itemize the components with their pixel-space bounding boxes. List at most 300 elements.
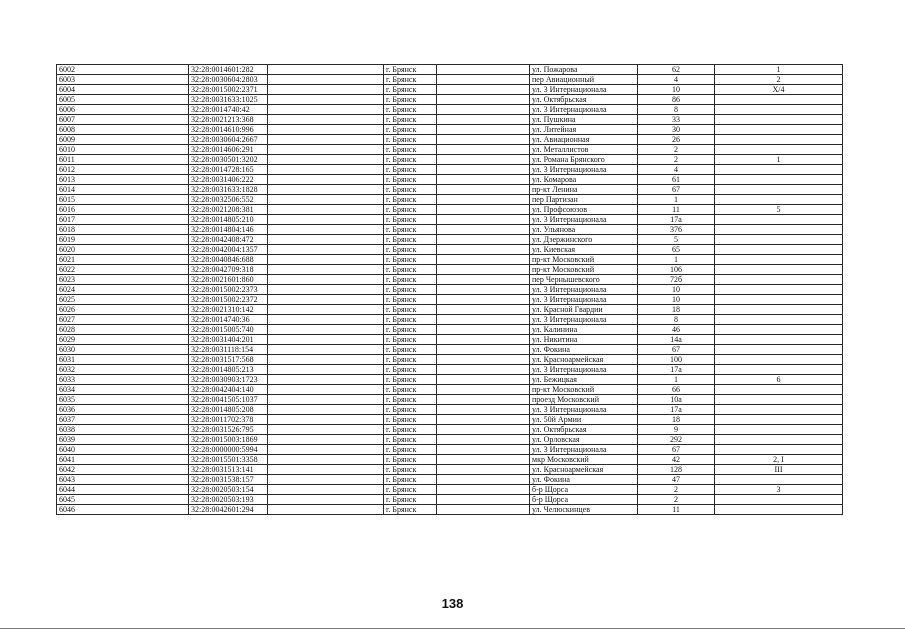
cell-street: ул. Красноармейская xyxy=(530,465,638,475)
cell-street: ул. Пушкина xyxy=(530,115,638,125)
page-number: 138 xyxy=(441,596,464,611)
cell-apartment xyxy=(715,145,843,155)
cell-apartment xyxy=(715,445,843,455)
cell-empty xyxy=(268,185,384,195)
cell-apartment xyxy=(715,165,843,175)
cell-city: г. Брянск xyxy=(384,205,437,215)
cell-apartment: 5 xyxy=(715,205,843,215)
table-row xyxy=(57,265,843,275)
cell-cadastral-number: 32:28:0020503:154 xyxy=(189,485,268,495)
cell-empty xyxy=(268,195,384,205)
cell-house-number: 17а xyxy=(638,215,715,225)
cell-empty xyxy=(437,285,530,295)
cell-record-number: 6031 xyxy=(57,355,189,365)
cell-street: пр-кт Московский xyxy=(530,265,638,275)
cell-street: б-р Щорса xyxy=(530,485,638,495)
cell-empty xyxy=(437,115,530,125)
cell-empty xyxy=(268,395,384,405)
cell-empty xyxy=(437,245,530,255)
cell-record-number: 6038 xyxy=(57,425,189,435)
cell-city: г. Брянск xyxy=(384,235,437,245)
cell-empty xyxy=(437,325,530,335)
cell-apartment xyxy=(715,115,843,125)
table-row xyxy=(57,165,843,175)
cell-street: ул. Красноармейская xyxy=(530,355,638,365)
table-row xyxy=(57,365,843,375)
cell-cadastral-number: 32:28:0031526:795 xyxy=(189,425,268,435)
cell-house-number: 8 xyxy=(638,105,715,115)
cell-empty xyxy=(268,405,384,415)
cell-city: г. Брянск xyxy=(384,125,437,135)
cell-city: г. Брянск xyxy=(384,325,437,335)
cell-empty xyxy=(437,495,530,505)
cell-street: ул. 3 Интернационала xyxy=(530,165,638,175)
cell-cadastral-number: 32:28:0042404:140 xyxy=(189,385,268,395)
cell-empty xyxy=(437,165,530,175)
cell-record-number: 6022 xyxy=(57,265,189,275)
cell-street: ул. Пожарова xyxy=(530,65,638,75)
cell-city: г. Брянск xyxy=(384,355,437,365)
cell-cadastral-number: 32:28:0021213:368 xyxy=(189,115,268,125)
table-row xyxy=(57,305,843,315)
table-row xyxy=(57,235,843,245)
cell-empty xyxy=(437,445,530,455)
table-row xyxy=(57,435,843,445)
cell-record-number: 6023 xyxy=(57,275,189,285)
cell-empty xyxy=(268,475,384,485)
cell-empty xyxy=(268,325,384,335)
cell-record-number: 6034 xyxy=(57,385,189,395)
cell-empty xyxy=(268,245,384,255)
cell-cadastral-number: 32:28:0031633:1828 xyxy=(189,185,268,195)
cell-empty xyxy=(437,345,530,355)
cell-record-number: 6002 xyxy=(57,65,189,75)
cell-street: ул. Профсоюзов xyxy=(530,205,638,215)
cell-empty xyxy=(268,65,384,75)
cell-house-number: 4 xyxy=(638,75,715,85)
table-row xyxy=(57,205,843,215)
cell-street: пер Авиационный xyxy=(530,75,638,85)
cell-house-number: 10 xyxy=(638,85,715,95)
cell-house-number: 2 xyxy=(638,485,715,495)
cell-record-number: 6006 xyxy=(57,105,189,115)
cell-house-number: 106 xyxy=(638,265,715,275)
cell-apartment xyxy=(715,245,843,255)
cell-record-number: 6009 xyxy=(57,135,189,145)
cell-empty xyxy=(437,225,530,235)
cell-cadastral-number: 32:28:0021310:142 xyxy=(189,305,268,315)
cell-empty xyxy=(437,405,530,415)
cell-apartment xyxy=(715,215,843,225)
cell-cadastral-number: 32:28:0021601:860 xyxy=(189,275,268,285)
cell-house-number: 292 xyxy=(638,435,715,445)
cell-record-number: 6024 xyxy=(57,285,189,295)
cell-empty xyxy=(437,235,530,245)
cell-street: ул. Октябрьская xyxy=(530,95,638,105)
cell-empty xyxy=(268,85,384,95)
cell-city: г. Брянск xyxy=(384,135,437,145)
cell-empty xyxy=(268,435,384,445)
cell-house-number: 1 xyxy=(638,195,715,205)
cell-house-number: 376 xyxy=(638,225,715,235)
table-row xyxy=(57,245,843,255)
cell-apartment: Х/4 xyxy=(715,85,843,95)
cell-empty xyxy=(437,355,530,365)
cell-street: ул. 3 Интернационала xyxy=(530,365,638,375)
cell-empty xyxy=(268,275,384,285)
cell-street: ул. Дзержинского xyxy=(530,235,638,245)
cell-house-number: 4 xyxy=(638,165,715,175)
cell-apartment xyxy=(715,355,843,365)
cell-city: г. Брянск xyxy=(384,365,437,375)
table-row xyxy=(57,275,843,285)
cell-empty xyxy=(268,415,384,425)
cell-empty xyxy=(268,495,384,505)
cell-empty xyxy=(437,415,530,425)
cell-cadastral-number: 32:28:0030903:1723 xyxy=(189,375,268,385)
cell-city: г. Брянск xyxy=(384,305,437,315)
cell-apartment xyxy=(715,105,843,115)
cell-city: г. Брянск xyxy=(384,345,437,355)
cell-empty xyxy=(437,135,530,145)
table-row xyxy=(57,125,843,135)
table-row xyxy=(57,325,843,335)
cell-cadastral-number: 32:28:0015002:2371 xyxy=(189,85,268,95)
cell-house-number: 8 xyxy=(638,315,715,325)
cell-cadastral-number: 32:28:0014805:213 xyxy=(189,365,268,375)
table-row xyxy=(57,115,843,125)
table-row xyxy=(57,395,843,405)
cell-empty xyxy=(437,295,530,305)
cell-apartment: 1 xyxy=(715,65,843,75)
cell-record-number: 6028 xyxy=(57,325,189,335)
table-row xyxy=(57,415,843,425)
cell-house-number: 100 xyxy=(638,355,715,365)
cell-cadastral-number: 32:28:0015002:2373 xyxy=(189,285,268,295)
cell-city: г. Брянск xyxy=(384,275,437,285)
cell-apartment xyxy=(715,385,843,395)
table-row xyxy=(57,185,843,195)
table-row xyxy=(57,425,843,435)
cell-house-number: 14а xyxy=(638,335,715,345)
cell-empty xyxy=(268,445,384,455)
cell-house-number: 46 xyxy=(638,325,715,335)
cell-street: ул. Никитина xyxy=(530,335,638,345)
cell-apartment xyxy=(715,295,843,305)
table-row xyxy=(57,85,843,95)
cell-house-number: 86 xyxy=(638,95,715,105)
cell-house-number: 66 xyxy=(638,385,715,395)
cell-record-number: 6018 xyxy=(57,225,189,235)
cell-city: г. Брянск xyxy=(384,415,437,425)
cell-city: г. Брянск xyxy=(384,245,437,255)
cell-street: пер Партизан xyxy=(530,195,638,205)
cell-record-number: 6016 xyxy=(57,205,189,215)
cell-house-number: 18 xyxy=(638,305,715,315)
cell-apartment xyxy=(715,475,843,485)
cell-street: ул. Ульянова xyxy=(530,225,638,235)
cell-city: г. Брянск xyxy=(384,445,437,455)
cell-street: пр-кт Московский xyxy=(530,255,638,265)
cell-cadastral-number: 32:28:0021208:381 xyxy=(189,205,268,215)
cell-city: г. Брянск xyxy=(384,435,437,445)
cell-cadastral-number: 32:28:0014805:208 xyxy=(189,405,268,415)
page-bottom-rule xyxy=(0,628,905,629)
cell-empty xyxy=(268,75,384,85)
table-row xyxy=(57,155,843,165)
cell-city: г. Брянск xyxy=(384,465,437,475)
table-row xyxy=(57,75,843,85)
cell-record-number: 6030 xyxy=(57,345,189,355)
table-row xyxy=(57,505,843,515)
cell-empty xyxy=(437,305,530,315)
cell-record-number: 6019 xyxy=(57,235,189,245)
cell-empty xyxy=(437,265,530,275)
cell-apartment xyxy=(715,275,843,285)
cell-record-number: 6017 xyxy=(57,215,189,225)
table-row xyxy=(57,355,843,365)
cell-empty xyxy=(268,115,384,125)
cell-street: ул. Челюскинцев xyxy=(530,505,638,515)
cell-house-number: 17а xyxy=(638,365,715,375)
cell-city: г. Брянск xyxy=(384,475,437,485)
cell-house-number: 47 xyxy=(638,475,715,485)
cell-cadastral-number: 32:28:0011702:378 xyxy=(189,415,268,425)
cell-cadastral-number: 32:28:0042004:1357 xyxy=(189,245,268,255)
cell-street: пер Чернышевского xyxy=(530,275,638,285)
cell-city: г. Брянск xyxy=(384,335,437,345)
table-row xyxy=(57,295,843,305)
cell-cadastral-number: 32:28:0042601:294 xyxy=(189,505,268,515)
table-row xyxy=(57,375,843,385)
table-row xyxy=(57,95,843,105)
cell-street: ул. Бежицкая xyxy=(530,375,638,385)
cell-street: проезд Московский xyxy=(530,395,638,405)
cell-record-number: 6040 xyxy=(57,445,189,455)
cell-cadastral-number: 32:28:0031513:141 xyxy=(189,465,268,475)
cell-record-number: 6036 xyxy=(57,405,189,415)
cell-empty xyxy=(268,135,384,145)
cell-empty xyxy=(437,485,530,495)
cell-street: ул. Калинина xyxy=(530,325,638,335)
cell-house-number: 67 xyxy=(638,345,715,355)
cell-city: г. Брянск xyxy=(384,505,437,515)
table-row xyxy=(57,65,843,75)
cell-record-number: 6027 xyxy=(57,315,189,325)
table-row xyxy=(57,445,843,455)
cell-city: г. Брянск xyxy=(384,115,437,125)
cell-empty xyxy=(268,375,384,385)
cell-apartment xyxy=(715,265,843,275)
cell-house-number: 30 xyxy=(638,125,715,135)
cell-apartment xyxy=(715,135,843,145)
cell-house-number: 10 xyxy=(638,285,715,295)
cell-city: г. Брянск xyxy=(384,155,437,165)
cell-cadastral-number: 32:28:0015002:2372 xyxy=(189,295,268,305)
cell-street: ул. 3 Интернационала xyxy=(530,105,638,115)
cell-apartment: 3 xyxy=(715,485,843,495)
cell-house-number: 1 xyxy=(638,255,715,265)
cell-city: г. Брянск xyxy=(384,405,437,415)
cell-empty xyxy=(268,335,384,345)
cell-record-number: 6041 xyxy=(57,455,189,465)
cell-record-number: 6039 xyxy=(57,435,189,445)
table-row xyxy=(57,215,843,225)
cell-empty xyxy=(437,375,530,385)
cell-empty xyxy=(268,205,384,215)
cell-house-number: 61 xyxy=(638,175,715,185)
cell-city: г. Брянск xyxy=(384,75,437,85)
cell-empty xyxy=(437,385,530,395)
cell-empty xyxy=(437,435,530,445)
cell-house-number: 128 xyxy=(638,465,715,475)
cell-street: ул. Литейная xyxy=(530,125,638,135)
cell-house-number: 62 xyxy=(638,65,715,75)
cell-street: ул. Октябрьская xyxy=(530,425,638,435)
cell-apartment: 2 xyxy=(715,75,843,85)
cell-record-number: 6013 xyxy=(57,175,189,185)
cell-empty xyxy=(268,505,384,515)
cell-empty xyxy=(268,175,384,185)
cell-empty xyxy=(437,505,530,515)
cell-cadastral-number: 32:28:0014804:146 xyxy=(189,225,268,235)
table-row xyxy=(57,315,843,325)
cell-city: г. Брянск xyxy=(384,455,437,465)
cell-record-number: 6011 xyxy=(57,155,189,165)
cell-record-number: 6033 xyxy=(57,375,189,385)
cell-street: ул. 3 Интернационала xyxy=(530,85,638,95)
cell-empty xyxy=(268,345,384,355)
cell-record-number: 6045 xyxy=(57,495,189,505)
cell-empty xyxy=(268,485,384,495)
cell-empty xyxy=(437,85,530,95)
cell-record-number: 6044 xyxy=(57,485,189,495)
cell-house-number: 11 xyxy=(638,505,715,515)
cell-house-number: 2 xyxy=(638,145,715,155)
cell-street: ул. Фокина xyxy=(530,345,638,355)
cell-street: ул. Металлистов xyxy=(530,145,638,155)
cell-empty xyxy=(437,465,530,475)
table-row xyxy=(57,175,843,185)
cell-cadastral-number: 32:28:0030604:2803 xyxy=(189,75,268,85)
cell-apartment xyxy=(715,345,843,355)
cell-empty xyxy=(268,355,384,365)
cell-city: г. Брянск xyxy=(384,495,437,505)
cell-record-number: 6021 xyxy=(57,255,189,265)
cell-street: ул. Орловская xyxy=(530,435,638,445)
cell-city: г. Брянск xyxy=(384,265,437,275)
cell-empty xyxy=(437,255,530,265)
cell-city: г. Брянск xyxy=(384,385,437,395)
cell-cadastral-number: 32:28:0031118:154 xyxy=(189,345,268,355)
cell-apartment xyxy=(715,325,843,335)
cell-empty xyxy=(437,145,530,155)
cell-apartment xyxy=(715,365,843,375)
cell-apartment xyxy=(715,425,843,435)
cell-record-number: 6020 xyxy=(57,245,189,255)
cell-empty xyxy=(437,365,530,375)
cell-empty xyxy=(437,125,530,135)
cell-cadastral-number: 32:28:0031538:157 xyxy=(189,475,268,485)
cell-apartment xyxy=(715,415,843,425)
cell-empty xyxy=(268,235,384,245)
table-row xyxy=(57,475,843,485)
cell-apartment xyxy=(715,405,843,415)
cell-cadastral-number: 32:28:0014740:42 xyxy=(189,105,268,115)
cell-record-number: 6032 xyxy=(57,365,189,375)
cell-house-number: 72б xyxy=(638,275,715,285)
cell-apartment xyxy=(715,185,843,195)
cell-empty xyxy=(437,185,530,195)
registry-table-body xyxy=(57,65,843,515)
cell-house-number: 42 xyxy=(638,455,715,465)
cell-apartment: 1 xyxy=(715,155,843,165)
cell-house-number: 2 xyxy=(638,155,715,165)
cell-empty xyxy=(268,225,384,235)
cell-house-number: 1 xyxy=(638,375,715,385)
cell-city: г. Брянск xyxy=(384,85,437,95)
cell-street: ул. Комарова xyxy=(530,175,638,185)
cell-empty xyxy=(268,265,384,275)
cell-street: ул. 3 Интернационала xyxy=(530,215,638,225)
cell-house-number: 65 xyxy=(638,245,715,255)
cell-street: ул. Фокина xyxy=(530,475,638,485)
cell-street: ул. 3 Интернационала xyxy=(530,295,638,305)
cell-apartment xyxy=(715,395,843,405)
cell-cadastral-number: 32:28:0014601:282 xyxy=(189,65,268,75)
cell-empty xyxy=(437,215,530,225)
cell-empty xyxy=(437,275,530,285)
cell-empty xyxy=(268,425,384,435)
cell-empty xyxy=(437,75,530,85)
table-row xyxy=(57,405,843,415)
table-row xyxy=(57,385,843,395)
cell-house-number: 17а xyxy=(638,405,715,415)
cell-cadastral-number: 32:28:0014805:210 xyxy=(189,215,268,225)
table-row xyxy=(57,225,843,235)
cell-cadastral-number: 32:28:0015003:1869 xyxy=(189,435,268,445)
table-row xyxy=(57,135,843,145)
cell-city: г. Брянск xyxy=(384,375,437,385)
cell-empty xyxy=(268,455,384,465)
cell-cadastral-number: 32:28:0042408:472 xyxy=(189,235,268,245)
cell-street: ул. 3 Интернационала xyxy=(530,405,638,415)
cell-street: ул. Авиационная xyxy=(530,135,638,145)
cell-apartment xyxy=(715,125,843,135)
cell-city: г. Брянск xyxy=(384,395,437,405)
cell-record-number: 6010 xyxy=(57,145,189,155)
cell-empty xyxy=(437,155,530,165)
cell-house-number: 26 xyxy=(638,135,715,145)
cell-house-number: 10 xyxy=(638,295,715,305)
table-row xyxy=(57,195,843,205)
cell-empty xyxy=(437,455,530,465)
cell-empty xyxy=(268,295,384,305)
cell-cadastral-number: 32:28:0015501:3358 xyxy=(189,455,268,465)
cell-apartment: 2, I xyxy=(715,455,843,465)
cell-cadastral-number: 32:28:0014740:36 xyxy=(189,315,268,325)
cell-street: пр-кт Ленина xyxy=(530,185,638,195)
cell-empty xyxy=(268,315,384,325)
cell-empty xyxy=(268,385,384,395)
cell-house-number: 10а xyxy=(638,395,715,405)
cell-house-number: 67 xyxy=(638,445,715,455)
cell-empty xyxy=(437,425,530,435)
cell-city: г. Брянск xyxy=(384,185,437,195)
cell-cadastral-number: 32:28:0042709:318 xyxy=(189,265,268,275)
cell-city: г. Брянск xyxy=(384,285,437,295)
cell-city: г. Брянск xyxy=(384,195,437,205)
